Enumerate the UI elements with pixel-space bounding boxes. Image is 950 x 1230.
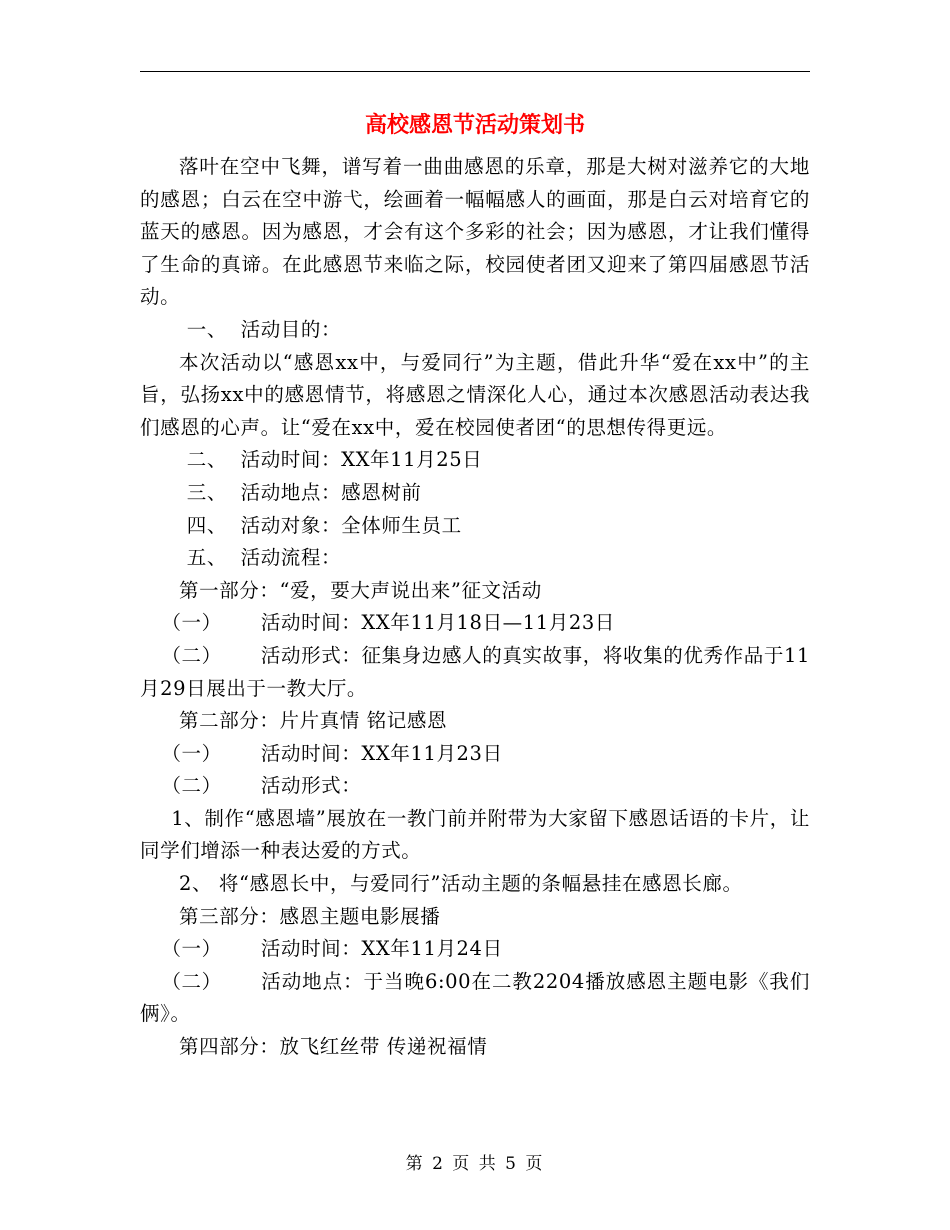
part-3-heading: 第三部分：感恩主题电影展播 <box>179 904 441 928</box>
part-2-point-1: 1、制作“感恩墙”展放在一教门前并附带为大家留下感恩话语的卡片，让同学们增添一种表达爱的方式。 <box>140 806 810 863</box>
part-2-point-2: 2、 将“感恩长中，与爱同行”活动主题的条幅悬挂在感恩长廊。 <box>179 872 743 896</box>
header-rule <box>140 71 810 72</box>
section-4-audience: 四、 活动对象：全体师生员工 <box>186 513 462 537</box>
part-1-item-2 <box>140 640 810 705</box>
page-footer: 第 2 页 共 5 页 <box>405 1154 545 1174</box>
item-marker: （一） <box>161 611 222 635</box>
part-4-heading: 第四部分：放飞红丝带 传递祝福情 <box>179 1035 488 1059</box>
item-text: 活动时间：XX年11月18日—11月23日 <box>260 611 615 635</box>
part-2-item-2 <box>140 770 810 803</box>
section-3-location: 三、 活动地点：感恩树前 <box>186 480 422 504</box>
intro-paragraph: 落叶在空中飞舞，谱写着一曲曲感恩的乐章，那是大树对滋养它的大地的感恩；白云在空中游弋，绘画着一幅幅感人的画面，那是白云对培育它的蓝天的感恩。因为感恩，才会有这个多彩的社会；因为感恩，才让我们懂得了生命的真谛。在此感恩节来临之际，校园使者团又迎来了第四届感恩节活动。 <box>140 155 810 309</box>
item-text: 活动形式： <box>260 774 362 798</box>
part-2-item-1 <box>140 738 810 771</box>
item-marker: （二） <box>161 774 222 798</box>
document-body <box>140 151 810 1064</box>
document-title: 高校感恩节活动策划书 <box>364 112 585 138</box>
item-text: 活动时间：XX年11月24日 <box>260 937 503 961</box>
section-1-body: 本次活动以“感恩xx中，与爱同行”为主题，借此升华“爱在xx中”的主旨，弘扬xx中的感恩情节，将感恩之情深化人心，通过本次感恩活动表达我们感恩的心声。让“爱在xx中，爱在校园使者团“的思想传得更远。 <box>140 350 810 439</box>
item-marker: （一） <box>161 741 222 765</box>
item-text: 活动地点：于当晚6:00在二教2204播放感恩主题电影《我们俩》。 <box>140 969 810 1026</box>
item-text: 活动时间：XX年11月23日 <box>260 741 503 765</box>
item-marker: （二） <box>161 643 222 667</box>
part-3-item-1 <box>140 933 810 966</box>
part-1-heading: 第一部分：“爱，要大声说出来”征文活动 <box>179 578 542 602</box>
item-marker: （一） <box>161 937 222 961</box>
part-2-heading: 第二部分：片片真情 铭记感恩 <box>179 709 448 733</box>
item-marker: （二） <box>161 969 222 993</box>
section-5-process: 五、 活动流程： <box>186 546 342 570</box>
section-2-time: 二、 活动时间：XX年11月25日 <box>186 448 483 472</box>
part-3-item-2 <box>140 966 810 1031</box>
section-1-heading: 一、 活动目的： <box>186 317 342 341</box>
part-1-item-1 <box>140 607 810 640</box>
item-text: 活动形式：征集身边感人的真实故事，将收集的优秀作品于11月29日展出于一教大厅。 <box>140 643 810 700</box>
